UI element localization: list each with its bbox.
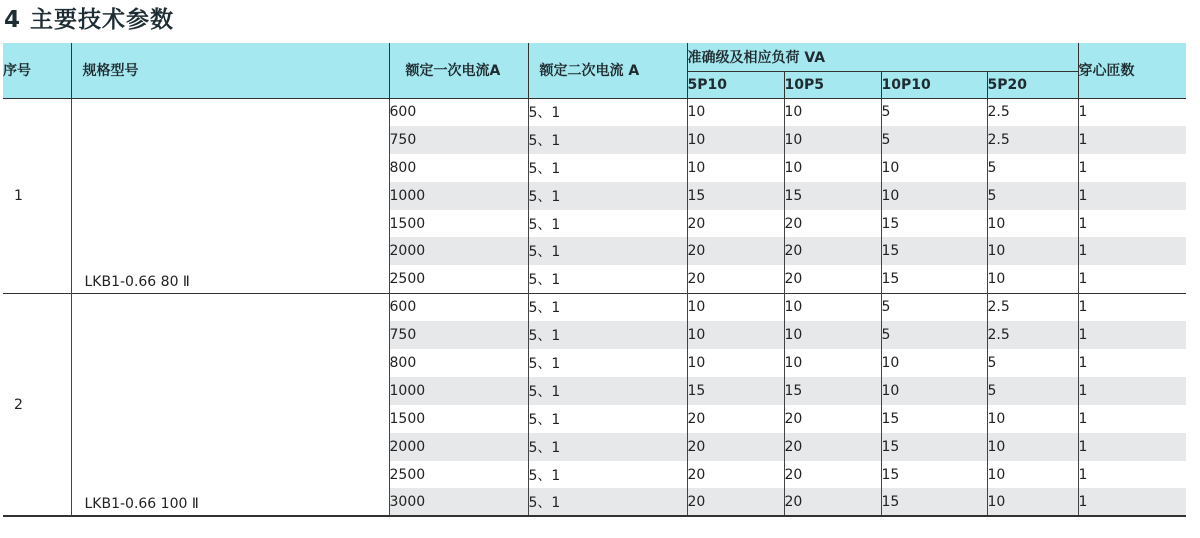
cell-10p10: 10 xyxy=(881,377,987,405)
cell-turns: 1 xyxy=(1078,349,1186,377)
cell-5p10: 20 xyxy=(687,265,784,293)
cell-turns: 1 xyxy=(1078,377,1186,405)
cell-5p20: 10 xyxy=(987,433,1078,461)
cell-secondary-current: 5、1 xyxy=(528,265,687,293)
cell-5p10: 20 xyxy=(687,433,784,461)
cell-5p10: 10 xyxy=(687,293,784,321)
cell-secondary-current: 5、1 xyxy=(528,293,687,321)
cell-turns: 1 xyxy=(1078,433,1186,461)
cell-10p10: 15 xyxy=(881,405,987,433)
cell-5p10: 10 xyxy=(687,98,784,126)
cell-5p20: 2.5 xyxy=(987,126,1078,154)
cell-seq: 1 xyxy=(3,98,71,293)
cell-10p5: 20 xyxy=(784,237,881,265)
cell-10p5: 10 xyxy=(784,154,881,182)
cell-secondary-current: 5、1 xyxy=(528,154,687,182)
cell-10p10: 5 xyxy=(881,293,987,321)
cell-secondary-current: 5、1 xyxy=(528,461,687,489)
cell-5p20: 10 xyxy=(987,210,1078,238)
cell-secondary-current: 5、1 xyxy=(528,237,687,265)
cell-10p5: 20 xyxy=(784,488,881,516)
cell-5p20: 2.5 xyxy=(987,293,1078,321)
cell-10p5: 15 xyxy=(784,182,881,210)
cell-5p20: 5 xyxy=(987,377,1078,405)
cell-primary-current: 750 xyxy=(389,321,528,349)
header-primary-current: 额定一次电流A xyxy=(389,43,528,98)
cell-turns: 1 xyxy=(1078,154,1186,182)
cell-secondary-current: 5、1 xyxy=(528,210,687,238)
cell-turns: 1 xyxy=(1078,210,1186,238)
cell-5p10: 20 xyxy=(687,210,784,238)
cell-5p10: 20 xyxy=(687,461,784,489)
cell-10p5: 20 xyxy=(784,265,881,293)
cell-turns: 1 xyxy=(1078,321,1186,349)
cell-10p5: 10 xyxy=(784,126,881,154)
cell-5p20: 5 xyxy=(987,182,1078,210)
header-turns: 穿心匝数 xyxy=(1078,43,1186,98)
table-body xyxy=(3,98,1186,516)
cell-10p5: 20 xyxy=(784,461,881,489)
cell-primary-current: 2000 xyxy=(389,433,528,461)
cell-secondary-current: 5、1 xyxy=(528,182,687,210)
cell-primary-current: 1000 xyxy=(389,182,528,210)
cell-10p10: 15 xyxy=(881,461,987,489)
cell-primary-current: 600 xyxy=(389,98,528,126)
header-secondary-current: 额定二次电流 A xyxy=(528,43,687,98)
cell-turns: 1 xyxy=(1078,126,1186,154)
table-row xyxy=(3,293,1186,321)
cell-primary-current: 1000 xyxy=(389,377,528,405)
cell-5p10: 10 xyxy=(687,126,784,154)
header-class-10p5: 10P5 xyxy=(784,71,881,98)
cell-5p20: 10 xyxy=(987,237,1078,265)
cell-10p5: 10 xyxy=(784,321,881,349)
header-class-10p10: 10P10 xyxy=(881,71,987,98)
cell-10p10: 15 xyxy=(881,210,987,238)
cell-turns: 1 xyxy=(1078,293,1186,321)
cell-secondary-current: 5、1 xyxy=(528,405,687,433)
cell-5p10: 10 xyxy=(687,154,784,182)
cell-10p10: 15 xyxy=(881,433,987,461)
cell-10p10: 10 xyxy=(881,154,987,182)
cell-5p20: 10 xyxy=(987,461,1078,489)
cell-10p10: 15 xyxy=(881,488,987,516)
cell-5p20: 10 xyxy=(987,405,1078,433)
cell-primary-current: 2500 xyxy=(389,461,528,489)
cell-5p20: 10 xyxy=(987,265,1078,293)
cell-5p20: 2.5 xyxy=(987,321,1078,349)
cell-secondary-current: 5、1 xyxy=(528,98,687,126)
cell-secondary-current: 5、1 xyxy=(528,433,687,461)
cell-primary-current: 3000 xyxy=(389,488,528,516)
cell-secondary-current: 5、1 xyxy=(528,377,687,405)
cell-primary-current: 2500 xyxy=(389,265,528,293)
spec-table xyxy=(3,43,1186,517)
cell-5p20: 5 xyxy=(987,154,1078,182)
cell-primary-current: 1500 xyxy=(389,405,528,433)
cell-5p10: 15 xyxy=(687,377,784,405)
cell-primary-current: 600 xyxy=(389,293,528,321)
cell-10p5: 10 xyxy=(784,349,881,377)
header-seq: 序号 xyxy=(3,43,71,98)
cell-turns: 1 xyxy=(1078,237,1186,265)
table-row xyxy=(3,98,1186,126)
cell-10p10: 5 xyxy=(881,321,987,349)
cell-5p20: 2.5 xyxy=(987,98,1078,126)
cell-secondary-current: 5、1 xyxy=(528,488,687,516)
cell-5p20: 10 xyxy=(987,488,1078,516)
header-model: 规格型号 xyxy=(71,43,389,98)
cell-primary-current: 1500 xyxy=(389,210,528,238)
cell-turns: 1 xyxy=(1078,182,1186,210)
table-header xyxy=(3,43,1186,98)
cell-10p5: 20 xyxy=(784,433,881,461)
cell-primary-current: 750 xyxy=(389,126,528,154)
cell-5p10: 20 xyxy=(687,488,784,516)
cell-10p10: 5 xyxy=(881,98,987,126)
cell-10p10: 15 xyxy=(881,237,987,265)
cell-primary-current: 800 xyxy=(389,349,528,377)
cell-10p10: 5 xyxy=(881,126,987,154)
cell-model: LKB1-0.66 80 Ⅱ xyxy=(71,98,389,293)
cell-turns: 1 xyxy=(1078,98,1186,126)
cell-seq: 2 xyxy=(3,293,71,516)
cell-turns: 1 xyxy=(1078,488,1186,516)
cell-secondary-current: 5、1 xyxy=(528,321,687,349)
cell-10p5: 20 xyxy=(784,405,881,433)
cell-5p20: 5 xyxy=(987,349,1078,377)
cell-primary-current: 2000 xyxy=(389,237,528,265)
cell-10p10: 10 xyxy=(881,349,987,377)
cell-5p10: 10 xyxy=(687,349,784,377)
cell-5p10: 20 xyxy=(687,405,784,433)
cell-5p10: 10 xyxy=(687,321,784,349)
cell-10p5: 10 xyxy=(784,293,881,321)
header-accuracy-group: 准确级及相应负荷 VA xyxy=(687,43,1078,71)
cell-5p10: 20 xyxy=(687,237,784,265)
cell-10p10: 10 xyxy=(881,182,987,210)
cell-model: LKB1-0.66 100 Ⅱ xyxy=(71,293,389,516)
cell-secondary-current: 5、1 xyxy=(528,349,687,377)
cell-turns: 1 xyxy=(1078,461,1186,489)
cell-5p10: 15 xyxy=(687,182,784,210)
cell-primary-current: 800 xyxy=(389,154,528,182)
page-title: 4 主要技术参数 xyxy=(4,7,175,33)
cell-secondary-current: 5、1 xyxy=(528,126,687,154)
cell-10p10: 15 xyxy=(881,265,987,293)
cell-turns: 1 xyxy=(1078,405,1186,433)
cell-turns: 1 xyxy=(1078,265,1186,293)
cell-10p5: 15 xyxy=(784,377,881,405)
cell-10p5: 10 xyxy=(784,98,881,126)
header-class-5p20: 5P20 xyxy=(987,71,1078,98)
header-class-5p10: 5P10 xyxy=(687,71,784,98)
cell-10p5: 20 xyxy=(784,210,881,238)
